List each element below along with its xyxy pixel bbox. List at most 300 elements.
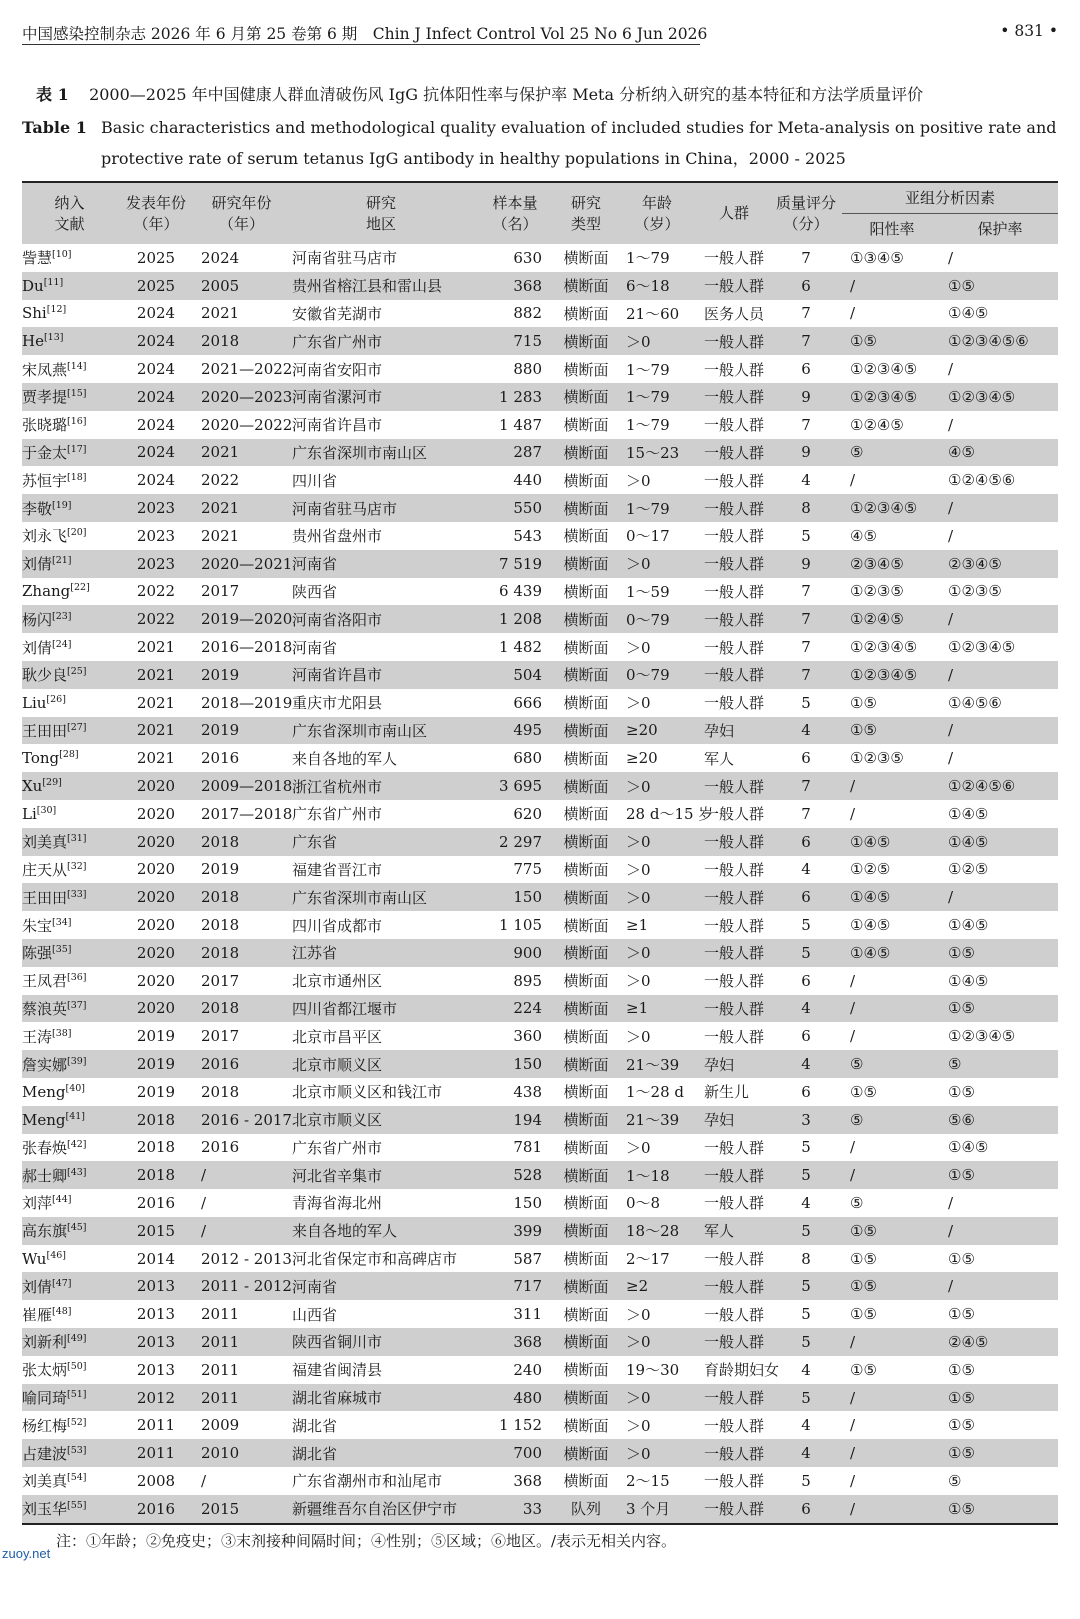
table-row	[22, 939, 1058, 967]
cell-quality-score: 5	[770, 1217, 842, 1245]
table-caption-en-line2: protective rate of serum tetanus IgG antibody in healthy populations in China，2000 - 2025	[101, 149, 846, 168]
table-row	[22, 550, 1058, 578]
table-caption-en	[22, 113, 1056, 142]
cell-age: 1～59	[626, 582, 670, 601]
header-age: 年龄 （岁）	[616, 182, 698, 244]
cell-study: 刘永飞[20]	[22, 527, 87, 546]
cell-design: 横断面	[563, 1361, 609, 1380]
cell-age: ≥2	[616, 1272, 698, 1300]
cell-study-year: /	[195, 1161, 288, 1189]
cell-study: Meng[41]	[22, 1106, 117, 1134]
cell-age: 28 d～15 岁	[626, 805, 714, 824]
cell-protective-factors: ⑤⑥	[942, 1106, 1058, 1134]
cell-population: 一般人群	[704, 1416, 765, 1435]
cell-positive-factors: ①⑤	[850, 1305, 877, 1324]
cell-region: 四川省都江堰市	[288, 995, 474, 1023]
cell-protective-factors: ②③④⑤	[942, 550, 1058, 578]
cell-quality-score: 5	[770, 1328, 842, 1356]
cell-study: 朱宝[34]	[22, 916, 72, 935]
cell-population: 一般人群	[704, 416, 765, 435]
cell-study: Liu[26]	[22, 693, 66, 712]
cell-sample-size: 1 208	[474, 605, 556, 633]
cell-pub-year: 2024	[117, 383, 195, 411]
table-row	[22, 1134, 1058, 1162]
cell-positive-factors: ①②③⑤	[850, 749, 904, 768]
cell-age: 6～18	[616, 272, 698, 300]
cell-sample-size: 880	[513, 360, 542, 379]
table-row	[22, 689, 1058, 717]
cell-age: ＞0	[626, 1027, 651, 1046]
cell-study-year: 2011 - 2012	[195, 1272, 288, 1300]
cell-study-year: 2017	[201, 582, 240, 601]
cell-population: 一般人群	[704, 527, 765, 546]
cell-age: 1～79	[616, 494, 698, 522]
cell-protective-factors: ①②③④⑤	[942, 383, 1058, 411]
cell-pub-year: 2020	[136, 860, 176, 879]
cell-sample-size: 240	[513, 1360, 542, 1379]
cell-protective-factors: ①④⑤	[948, 304, 989, 323]
cell-study-year: 2018	[195, 327, 288, 355]
caption-cn-label: 表 1	[36, 85, 69, 104]
cell-quality-score: 6	[770, 1495, 842, 1524]
cell-protective-factors: ①⑤	[948, 1082, 975, 1101]
cell-study: Zhang[22]	[22, 582, 90, 601]
cell-positive-factors: ①②④⑤	[842, 605, 942, 633]
cell-pub-year: 2020	[117, 772, 195, 800]
cell-sample-size: 150	[513, 1193, 542, 1212]
cell-study: Tong[28]	[22, 749, 79, 768]
cell-quality-score: 4	[801, 1193, 811, 1212]
cell-positive-factors: ①②④⑤	[850, 415, 904, 434]
cell-region: 河南省洛阳市	[288, 605, 474, 633]
cell-study-year: 2016 - 2017	[195, 1106, 288, 1134]
cell-age: 15～23	[616, 439, 698, 467]
cell-population: 一般人群	[698, 661, 770, 689]
cell-protective-factors: ①⑤	[942, 1384, 1058, 1412]
cell-positive-factors: ①⑤	[842, 327, 942, 355]
cell-study-year: 2011	[195, 1384, 288, 1412]
cell-age: 21～39	[616, 1050, 698, 1078]
cell-region: 河北省辛集市	[288, 1161, 474, 1189]
cell-age: ＞0	[626, 972, 651, 991]
cell-study: 刘倩[21]	[22, 550, 117, 578]
cell-protective-factors: ①⑤	[942, 939, 1058, 967]
cell-positive-factors: ⑤	[842, 1050, 942, 1078]
cell-study-year: 2016	[201, 1138, 240, 1157]
cell-study: 刘美真[54]	[22, 1472, 87, 1491]
cell-study-year: 2016—2018	[201, 638, 293, 657]
table-row	[22, 1050, 1058, 1078]
cell-age: ＞0	[616, 1439, 698, 1467]
cell-sample-size: 368	[513, 1471, 542, 1490]
cell-sample-size: 620	[513, 804, 542, 823]
cell-age: 1～18	[616, 1161, 698, 1189]
cell-pub-year: 2020	[117, 828, 195, 856]
cell-positive-factors: /	[850, 971, 856, 990]
table-row	[22, 1328, 1058, 1356]
cell-protective-factors: ⑤	[942, 1050, 1058, 1078]
cell-study-year: 2016	[195, 1050, 288, 1078]
cell-age: ＞0	[616, 327, 698, 355]
cell-pub-year: 2024	[117, 439, 195, 467]
cell-region: 贵州省盘州市	[292, 527, 383, 546]
cell-study-year: 2016	[201, 749, 240, 768]
cell-positive-factors: /	[842, 1495, 942, 1524]
cell-protective-factors: ①④⑤	[942, 828, 1058, 856]
cell-age: ＞0	[626, 694, 651, 713]
cell-study-year: 2018	[201, 916, 240, 935]
cell-sample-size: 543	[513, 526, 542, 545]
table-row	[22, 383, 1058, 411]
cell-population: 一般人群	[704, 360, 765, 379]
cell-sample-size: 33	[474, 1495, 556, 1524]
cell-pub-year: 2023	[117, 550, 195, 578]
header-positive-rate: 阳性率	[842, 214, 942, 245]
cell-pub-year: 2014	[136, 1249, 176, 1268]
cell-study-year: /	[201, 1471, 207, 1490]
cell-positive-factors: /	[850, 1416, 856, 1435]
cell-protective-factors: /	[948, 1193, 954, 1212]
cell-design: 横断面	[563, 1305, 609, 1324]
cell-protective-factors: ④⑤	[942, 439, 1058, 467]
cell-region: 浙江省杭州市	[288, 772, 474, 800]
cell-study-year: 2021—2022	[201, 360, 293, 379]
cell-study-year: 2021	[195, 494, 288, 522]
cell-age: ＞0	[616, 883, 698, 911]
cell-pub-year: 2018	[136, 1138, 176, 1157]
cell-design: 横断面	[556, 272, 616, 300]
cell-positive-factors: ①⑤	[842, 1217, 942, 1245]
cell-sample-size: 311	[513, 1305, 542, 1324]
cell-study: 耿少良[25]	[22, 661, 117, 689]
cell-study-year: 2009	[201, 1416, 240, 1435]
cell-design: 横断面	[556, 1272, 616, 1300]
cell-study-year: 2018	[195, 828, 288, 856]
cell-study: 訾慧[10]	[22, 249, 72, 268]
cell-age: 19～30	[626, 1361, 680, 1380]
cell-study-year: 2018	[195, 995, 288, 1023]
table-row	[22, 883, 1058, 911]
cell-protective-factors: ①④⑤	[948, 804, 989, 823]
cell-sample-size: 587	[513, 1249, 542, 1268]
cell-design: 横断面	[563, 249, 609, 268]
cell-age: 0～17	[626, 527, 670, 546]
cell-sample-size: 882	[513, 304, 542, 323]
cell-population: 一般人群	[704, 1305, 765, 1324]
cell-quality-score: 6	[770, 272, 842, 300]
cell-age: 2～17	[626, 1250, 670, 1269]
cell-study: He[13]	[22, 327, 117, 355]
cell-region: 广东省广州市	[292, 1138, 383, 1157]
cell-sample-size: 194	[474, 1106, 556, 1134]
cell-study: Meng[40]	[22, 1082, 86, 1101]
cell-region: 新疆维吾尔自治区伊宁市	[288, 1495, 474, 1524]
caption-cn-text: 2000—2025 年中国健康人群血清破伤风 IgG 抗体阳性率与保护率 Meta 分析纳入研究的基本特征和方法学质量评价	[89, 85, 924, 104]
cell-quality-score: 7	[770, 661, 842, 689]
cell-study-year: 2011	[201, 1305, 240, 1324]
cell-study: 王涛[38]	[22, 1027, 72, 1046]
cell-positive-factors: ④⑤	[850, 526, 877, 545]
table-row	[22, 967, 1058, 995]
cell-positive-factors: ①④⑤	[842, 939, 942, 967]
cell-design: 横断面	[563, 360, 609, 379]
cell-protective-factors: /	[948, 749, 954, 768]
cell-protective-factors: /	[948, 526, 954, 545]
cell-pub-year: 2021	[136, 693, 176, 712]
cell-region: 山西省	[292, 1305, 338, 1324]
cell-age: 0～79	[616, 605, 698, 633]
header-sample-size: 样本量 （名）	[474, 182, 556, 244]
cell-design: 横断面	[563, 1194, 609, 1213]
table-row	[22, 244, 1058, 272]
cell-protective-factors: ①②③④⑤⑥	[942, 327, 1058, 355]
cell-sample-size: 150	[474, 883, 556, 911]
cell-population: 育龄期妇女	[704, 1361, 780, 1380]
cell-design: 横断面	[563, 1472, 609, 1491]
cell-design: 横断面	[563, 805, 609, 824]
cell-age: ＞0	[626, 1416, 651, 1435]
table-row	[22, 772, 1058, 800]
cell-pub-year: 2021	[117, 717, 195, 745]
cell-study: Du[11]	[22, 272, 117, 300]
cell-positive-factors: ⑤	[842, 439, 942, 467]
cell-sample-size: 717	[474, 1272, 556, 1300]
cell-study-year: 2011	[195, 1328, 288, 1356]
cell-protective-factors: /	[942, 1272, 1058, 1300]
cell-protective-factors: /	[942, 494, 1058, 522]
cell-population: 一般人群	[704, 694, 765, 713]
cell-population: 军人	[704, 749, 735, 768]
cell-study: 崔雁[48]	[22, 1305, 72, 1324]
cell-protective-factors: ①④⑤	[948, 971, 989, 990]
cell-region: 广东省深圳市南山区	[288, 717, 474, 745]
cell-pub-year: 2021	[136, 638, 176, 657]
cell-age: 2～15	[626, 1472, 670, 1491]
cell-protective-factors: ⑤	[948, 1471, 962, 1490]
cell-age: ＞0	[616, 1328, 698, 1356]
cell-population: 一般人群	[704, 1138, 765, 1157]
cell-study: 张晓璐[16]	[22, 416, 87, 435]
cell-quality-score: 7	[770, 772, 842, 800]
page-number: • 831 •	[1000, 22, 1058, 40]
cell-pub-year: 2024	[117, 327, 195, 355]
cell-population: 一般人群	[698, 494, 770, 522]
cell-age: ＞0	[616, 772, 698, 800]
cell-population: 一般人群	[698, 883, 770, 911]
cell-protective-factors: ①②④⑤⑥	[948, 471, 1016, 490]
study-characteristics-table	[22, 181, 1058, 1525]
cell-region: 北京市顺义区	[288, 1050, 474, 1078]
cell-study: 刘倩[47]	[22, 1272, 117, 1300]
cell-study: 郝士卿[43]	[22, 1161, 117, 1189]
cell-region: 广东省广州市	[288, 327, 474, 355]
cell-sample-size: 1 482	[499, 638, 542, 657]
cell-region: 北京市顺义区	[288, 1106, 474, 1134]
table-row	[22, 661, 1058, 689]
cell-pub-year: 2020	[117, 995, 195, 1023]
cell-population: 一般人群	[704, 471, 765, 490]
cell-design: 横断面	[563, 471, 609, 490]
cell-pub-year: 2021	[136, 749, 176, 768]
cell-region: 河南省	[288, 550, 474, 578]
cell-pub-year: 2021	[117, 661, 195, 689]
cell-study-year: 2012 - 2013	[201, 1249, 292, 1268]
cell-positive-factors: /	[850, 1138, 856, 1157]
cell-study-year: /	[201, 1193, 207, 1212]
cell-region: 湖北省	[288, 1439, 474, 1467]
cell-study: Wu[46]	[22, 1249, 66, 1268]
cell-study-year: 2021	[201, 526, 240, 545]
cell-design: 横断面	[556, 717, 616, 745]
cell-population: 一般人群	[698, 327, 770, 355]
table-row	[22, 1245, 1058, 1273]
cell-quality-score: 7	[801, 248, 811, 267]
cell-sample-size: 1 152	[499, 1416, 542, 1435]
cell-design: 横断面	[563, 1083, 609, 1102]
cell-protective-factors: /	[948, 248, 954, 267]
cell-quality-score: 5	[801, 1138, 811, 1157]
cell-protective-factors: ①⑤	[942, 1495, 1058, 1524]
cell-design: 横断面	[563, 972, 609, 991]
cell-pub-year: 2024	[136, 471, 176, 490]
cell-population: 一般人群	[704, 1250, 765, 1269]
cell-design: 横断面	[556, 661, 616, 689]
cell-study-year: 2015	[195, 1495, 288, 1524]
table-row	[22, 272, 1058, 300]
cell-study-year: 2017	[201, 971, 240, 990]
cell-age: 1～79	[626, 416, 670, 435]
cell-region: 湖北省	[292, 1416, 338, 1435]
cell-region: 福建省闽清县	[292, 1361, 383, 1380]
cell-population: 一般人群	[704, 1194, 765, 1213]
cell-protective-factors: /	[942, 717, 1058, 745]
cell-sample-size: 360	[513, 1027, 542, 1046]
cell-sample-size: 715	[474, 327, 556, 355]
cell-design: 横断面	[563, 1416, 609, 1435]
cell-design: 横断面	[563, 582, 609, 601]
cell-pub-year: 2011	[117, 1439, 195, 1467]
cell-sample-size: 438	[513, 1082, 542, 1101]
cell-region: 贵州省榕江县和雷山县	[288, 272, 474, 300]
cell-region: 陕西省	[292, 582, 338, 601]
cell-positive-factors: ①⑤	[850, 1360, 877, 1379]
cell-sample-size: 6 439	[499, 582, 542, 601]
cell-quality-score: 7	[801, 415, 811, 434]
cell-protective-factors: /	[942, 661, 1058, 689]
cell-study-year: 2021	[201, 304, 240, 323]
cell-age: ≥1	[616, 995, 698, 1023]
cell-population: 一般人群	[704, 582, 765, 601]
cell-design: 横断面	[556, 494, 616, 522]
cell-region: 广东省广州市	[292, 805, 383, 824]
cell-region: 广东省潮州市和汕尾市	[292, 1472, 443, 1491]
cell-study: 李敬[19]	[22, 494, 117, 522]
cell-positive-factors: ②③④⑤	[842, 550, 942, 578]
cell-pub-year: 2013	[136, 1305, 176, 1324]
cell-age: ＞0	[626, 860, 651, 879]
header-protective-rate: 保护率	[942, 214, 1058, 245]
header-design: 研究 类型	[556, 182, 616, 244]
cell-protective-factors: /	[942, 1217, 1058, 1245]
cell-study: 刘美真[31]	[22, 828, 117, 856]
cell-protective-factors: ①⑤	[942, 1439, 1058, 1467]
cell-population: 一般人群	[704, 860, 765, 879]
cell-pub-year: 2015	[117, 1217, 195, 1245]
cell-protective-factors: ①②⑤	[948, 860, 989, 879]
cell-study-year: 2017	[201, 1027, 240, 1046]
cell-quality-score: 5	[801, 1471, 811, 1490]
table-row	[22, 1078, 1058, 1106]
cell-population: 孕妇	[698, 1106, 770, 1134]
cell-study-year: 2019	[201, 860, 240, 879]
cell-pub-year: 2013	[117, 1328, 195, 1356]
cell-population: 一般人群	[698, 439, 770, 467]
cell-quality-score: 7	[801, 804, 811, 823]
cell-positive-factors: ①②③④⑤	[850, 638, 918, 657]
cell-design: 横断面	[563, 638, 609, 657]
cell-study: 杨红梅[52]	[22, 1416, 87, 1435]
cell-study: 宋凤燕[14]	[22, 360, 87, 379]
cell-pub-year: 2016	[117, 1495, 195, 1524]
cell-region: 河南省安阳市	[292, 360, 383, 379]
cell-pub-year: 2020	[136, 971, 176, 990]
cell-positive-factors: ①②⑤	[850, 860, 891, 879]
cell-population: 新生儿	[704, 1083, 750, 1102]
table-row	[22, 494, 1058, 522]
cell-population: 一般人群	[698, 1495, 770, 1524]
cell-protective-factors: ①⑤	[948, 1416, 975, 1435]
cell-quality-score: 5	[770, 1272, 842, 1300]
cell-pub-year: 2022	[136, 582, 176, 601]
cell-protective-factors: ①⑤	[942, 272, 1058, 300]
cell-region: 来自各地的军人	[292, 749, 398, 768]
table-row	[22, 355, 1058, 383]
cell-positive-factors: /	[842, 1384, 942, 1412]
cell-quality-score: 4	[770, 1050, 842, 1078]
table-row	[22, 633, 1058, 661]
cell-positive-factors: /	[850, 1471, 856, 1490]
cell-population: 一般人群	[698, 772, 770, 800]
cell-pub-year: 2020	[117, 939, 195, 967]
cell-age: ＞0	[616, 550, 698, 578]
cell-region: 河南省许昌市	[288, 661, 474, 689]
cell-population: 一般人群	[704, 972, 765, 991]
cell-quality-score: 5	[770, 1161, 842, 1189]
cell-design: 横断面	[563, 860, 609, 879]
cell-sample-size: 895	[513, 971, 542, 990]
cell-region: 江苏省	[288, 939, 474, 967]
cell-region: 陕西省铜川市	[288, 1328, 474, 1356]
cell-pub-year: 2025	[117, 272, 195, 300]
cell-age: 18～28	[616, 1217, 698, 1245]
cell-pub-year: 2022	[117, 605, 195, 633]
cell-quality-score: 7	[770, 327, 842, 355]
cell-pub-year: 2024	[136, 415, 176, 434]
cell-study-year: 2005	[195, 272, 288, 300]
cell-study-year: 2022	[201, 471, 240, 490]
cell-population: 一般人群	[698, 939, 770, 967]
cell-protective-factors: ①④⑤	[948, 916, 989, 935]
table-row	[22, 800, 1058, 828]
cell-positive-factors: /	[842, 1439, 942, 1467]
cell-protective-factors: ①②③④⑤	[948, 638, 1016, 657]
cell-region: 四川省成都市	[292, 916, 383, 935]
cell-population: 一般人群	[698, 272, 770, 300]
cell-study: 杨闪[23]	[22, 605, 117, 633]
cell-region: 广东省深圳市南山区	[288, 883, 474, 911]
cell-protective-factors: ①⑤	[948, 1360, 975, 1379]
cell-population: 一般人群	[704, 805, 765, 824]
